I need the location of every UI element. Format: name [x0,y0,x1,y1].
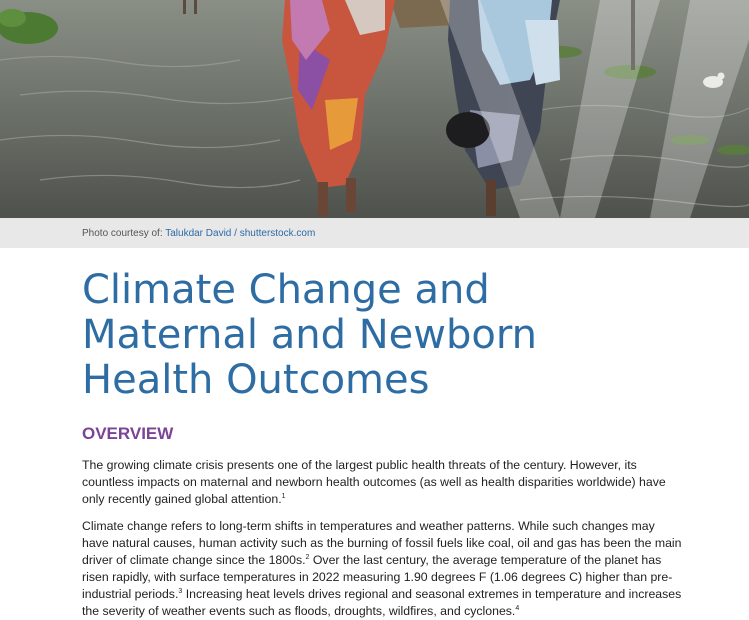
photo-credit-link[interactable]: Talukdar David / shutterstock.com [165,228,316,239]
caption-prefix: Photo courtesy of: [82,228,163,239]
photo-caption [82,228,315,239]
footnote-ref-4: 4 [515,604,520,612]
flood-scene-illustration [0,0,749,218]
overview-paragraph-1 [82,457,682,508]
overview-heading: OVERVIEW [82,424,174,443]
title-line-2: Maternal and Newborn [82,312,537,358]
paragraph-1-text: The growing climate crisis presents one of the largest public health threats of the century. However, its countless impacts on maternal and newborn health outcomes (as well as health disparities worldwide) have only recently gained global attention. [82,458,666,506]
overview-paragraph-2 [82,518,682,620]
hero-photo [0,0,749,218]
photo-caption-bar [0,218,749,248]
footnote-ref-1: 1 [281,492,286,500]
footnote-ref-3: 3 [178,587,183,595]
paragraph-2-text-b: Over the last century, the average temperature of the planet has risen rapidly, with surface temperatures in 2022 measuring 1.90 degrees F (1.06 degrees C) higher than pre-industrial periods. [82,553,673,601]
document-title [82,268,702,403]
paragraph-2-text-a: Climate change refers to long-term shifts in temperatures and weather patterns. While such changes may have natural causes, human activity such as the burning of fossil fuels like coal, oil and gas has been the main driver of climate change since the 1800s. [82,519,682,567]
footnote-ref-2: 2 [305,553,310,561]
title-line-1: Climate Change and [82,267,490,313]
title-line-3: Health Outcomes [82,357,430,403]
paragraph-2-text-c: Increasing heat levels drives regional and seasonal extremes in temperature and increases the severity of weather events such as floods, droughts, wildfires, and cyclones. [82,587,682,618]
